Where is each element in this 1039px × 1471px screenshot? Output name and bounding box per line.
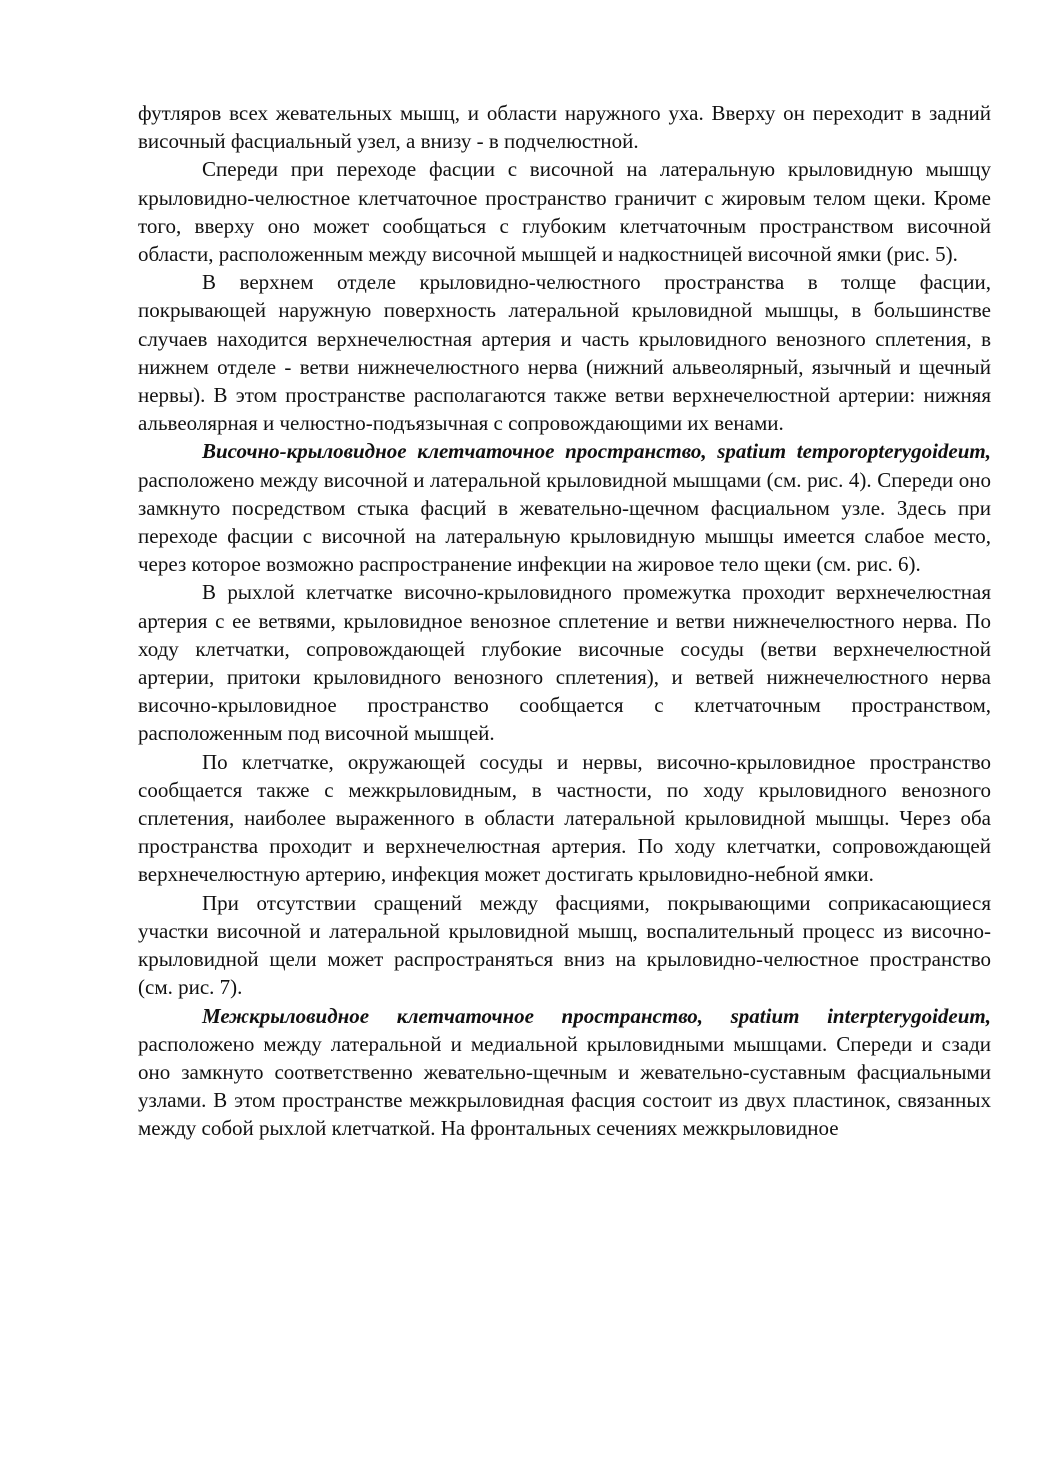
paragraph-text: При отсутствии сращений между фасциями, покрывающими соприкасающиеся участки височной и латеральной крыловидной мышц, воспалительный процесс из височно-крыловидной щели может распространяться вниз на крыловидно-челюстное пространство (см. рис. 7). bbox=[138, 890, 991, 1000]
term-heading: Височно-крыловидное клетчаточное пространство, spatium temporopterygoideum, bbox=[202, 439, 991, 464]
paragraph-text: Спереди при переходе фасции с височной на латеральную крыловидную мышцу крыловидно-челюстное клетчаточное пространство граничит с жировым телом щеки. Кроме того, вверху оно может сообщаться с глубоким клетчаточным пространством височной области, расположенным между височной мышцей и надкостницей височной ямки (рис. 5). bbox=[138, 157, 991, 267]
paragraph-5 bbox=[138, 578, 991, 747]
paragraph-text: расположено между височной и латеральной крыловидной мышцами (см. рис. 4). Спереди оно замкнуто посредством стыка фасций в жевательно-щечном фасциальном узле. Здесь при переходе фасции с височной на латеральную крыловидную мышцы имеется слабое место, через которое возможно распространение инфекции на жировое тело щеки (см. рис. 6). bbox=[138, 467, 991, 577]
paragraph-text: По клетчатке, окружающей сосуды и нервы, височно-крыловидное пространство сообщается также с межкрыловидным, в частности, по ходу крыловидного венозного сплетения, наиболее выраженного в области латеральной крыловидной мышцы. Через оба пространства проходит и верхнечелюстная артерия. По ходу клетчатки, сопровождающей верхнечелюстную артерию, инфекция может достигать крыловидно-небной ямки. bbox=[138, 749, 991, 887]
paragraph-text: В верхнем отделе крыловидно-челюстного пространства в толще фасции, покрывающей наружную поверхность латеральной крыловидной мышцы, в большинстве случаев находится верхнечелюстная артерия и часть крыловидного венозного сплетения, в нижнем отделе - ветви нижнечелюстного нерва (нижний альвеолярный, язычный и щечный нервы). В этом пространстве располагаются также ветви верхнечелюстной артерии: нижняя альвеолярная и челюстно-подъязычная с сопровождающими их венами. bbox=[138, 270, 991, 436]
paragraph-3 bbox=[138, 268, 991, 437]
paragraph-2 bbox=[138, 155, 991, 268]
paragraph-4 bbox=[138, 437, 991, 578]
paragraph-8 bbox=[138, 1002, 991, 1143]
paragraph-1 bbox=[138, 99, 991, 155]
paragraph-text: расположено между латеральной и медиальной крыловидными мышцами. Спереди и сзади оно замкнуто соответственно жевательно-щечным и жевательно-суставным фасциальными узлами. В этом пространстве межкрыловидная фасция состоит из двух пластинок, связанных между собой рыхлой клетчаткой. На фронтальных сечениях межкрыловидное bbox=[138, 1031, 991, 1141]
paragraph-7 bbox=[138, 889, 991, 1002]
paragraph-text: В рыхлой клетчатке височно-крыловидного промежутка проходит верхнечелюстная артерия с ее ветвями, крыловидное венозное сплетение и ветви нижнечелюстного нерва. По ходу клетчатки, сопровождающей глубокие височные сосуды (ветви верхнечелюстной артерии, притоки крыловидного венозного сплетения), и ветвей нижнечелюстного нерва височно-крыловидное пространство сообщается с клетчаточным пространством, расположенным под височной мышцей. bbox=[138, 580, 991, 746]
document-page bbox=[138, 99, 991, 1143]
term-heading: Межкрыловидное клетчаточное пространство, spatium interpterygoideum, bbox=[202, 1003, 991, 1028]
paragraph-6 bbox=[138, 748, 991, 889]
paragraph-text: футляров всех жевательных мышц, и области наружного уха. Вверху он переходит в задний височный фасциальный узел, а внизу - в подчелюстной. bbox=[138, 101, 991, 154]
